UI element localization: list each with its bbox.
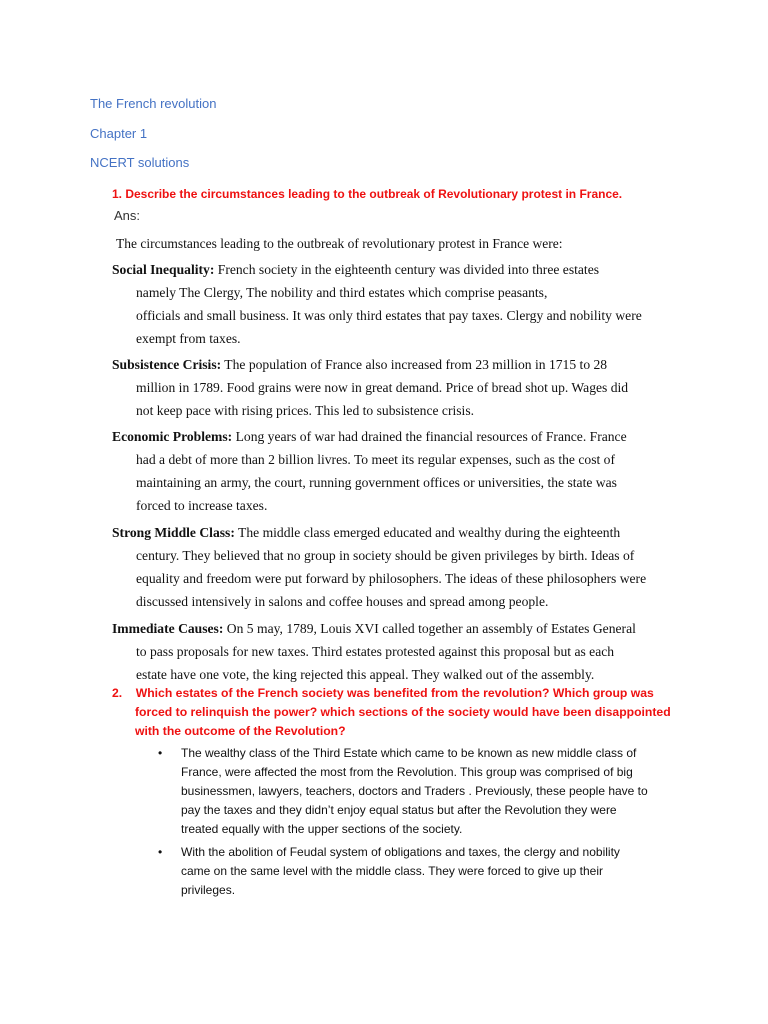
question-line: forced to relinquish the power? which sections of the society would have been disappointed <box>135 705 671 719</box>
bullet-line: privileges. <box>181 883 236 897</box>
point-line: not keep pace with rising prices. This led to subsistence crisis. <box>136 403 475 418</box>
point-subsistence-crisis <box>112 353 682 422</box>
bullet-line: pay the taxes and they didn’t enjoy equal status but after the Revolution they were <box>181 803 617 817</box>
point-line: maintaining an army, the court, running government offices or universities, the state was <box>136 475 617 490</box>
point-line: century. They believed that no group in society should be given privileges by birth. Ideas of <box>136 548 635 563</box>
bullet-line: With the abolition of Feudal system of obligations and taxes, the clergy and nobility <box>181 845 620 859</box>
point-economic-problems <box>112 425 682 517</box>
point-line: Economic Problems: Long years of war had drained the financial resources of France. France <box>112 429 627 444</box>
bullet-line: The wealthy class of the Third Estate which came to be known as new middle class of <box>181 746 637 760</box>
point-line: equality and freedom were put forward by philosophers. The ideas of these philosophers were <box>136 571 647 586</box>
question-2 <box>112 684 672 741</box>
question-1: 1. Describe the circumstances leading to the outbreak of Revolutionary protest in France. <box>112 187 623 201</box>
bullet-icon: • <box>158 845 163 859</box>
subtitle-heading: NCERT solutions <box>90 155 190 170</box>
bullet-line: businessmen, lawyers, teachers, doctors and Traders . Previously, these people have to <box>181 784 648 798</box>
question-line: 2. Which estates of the French society was benefited from the revolution? Which group was <box>112 686 654 700</box>
bullet-line: France, were affected the most from the Revolution. This group was comprised of big <box>181 765 633 779</box>
document-title: The French revolution <box>90 96 217 111</box>
point-line: had a debt of more than 2 billion livres. To meet its regular expenses, such as the cost of <box>136 452 615 467</box>
bullet-line: treated equally with the upper sections of the society. <box>181 822 463 836</box>
point-line: estate have one vote, the king rejected this appeal. They walked out of the assembly. <box>136 667 595 682</box>
point-line: to pass proposals for new taxes. Third estates protested against this proposal but as each <box>136 644 615 659</box>
answer-bullet <box>158 744 688 840</box>
bullet-icon: • <box>158 746 163 760</box>
point-term: Strong Middle Class: <box>112 525 235 540</box>
point-term: Economic Problems: <box>112 429 233 444</box>
point-line: million in 1789. Food grains were now in great demand. Price of bread shot up. Wages did <box>136 380 629 395</box>
chapter-heading: Chapter 1 <box>90 126 148 141</box>
point-line: namely The Clergy, The nobility and third estates which comprise peasants, <box>136 285 548 300</box>
point-line: exempt from taxes. <box>136 331 241 346</box>
point-term: Immediate Causes: <box>112 621 224 636</box>
bullet-line: came on the same level with the middle class. They were forced to give up their <box>181 864 603 878</box>
point-line: discussed intensively in salons and coffee houses and spread among people. <box>136 594 549 609</box>
answer-bullet <box>158 843 688 903</box>
answer-label: Ans: <box>114 208 141 223</box>
answer-intro: The circumstances leading to the outbreak of revolutionary protest in France were: <box>116 236 563 251</box>
question-line: with the outcome of the Revolution? <box>135 724 346 738</box>
point-line: Social Inequality: French society in the eighteenth century was divided into three estates <box>112 262 600 277</box>
point-term: Social Inequality: <box>112 262 215 277</box>
point-social-inequality <box>112 258 682 350</box>
point-strong-middle-class <box>112 521 682 613</box>
point-term: Subsistence Crisis: <box>112 357 222 372</box>
point-line: officials and small business. It was only third estates that pay taxes. Clergy and nobility were <box>136 308 642 323</box>
point-line: forced to increase taxes. <box>136 498 268 513</box>
point-line: Strong Middle Class: The middle class emerged educated and wealthy during the eighteenth <box>112 525 621 540</box>
point-immediate-causes <box>112 617 682 686</box>
question-number: 2. <box>112 686 123 700</box>
point-line: Immediate Causes: On 5 may, 1789, Louis XVI called together an assembly of Estates General <box>112 621 636 636</box>
point-line: Subsistence Crisis: The population of France also increased from 23 million in 1715 to 28 <box>112 357 608 372</box>
